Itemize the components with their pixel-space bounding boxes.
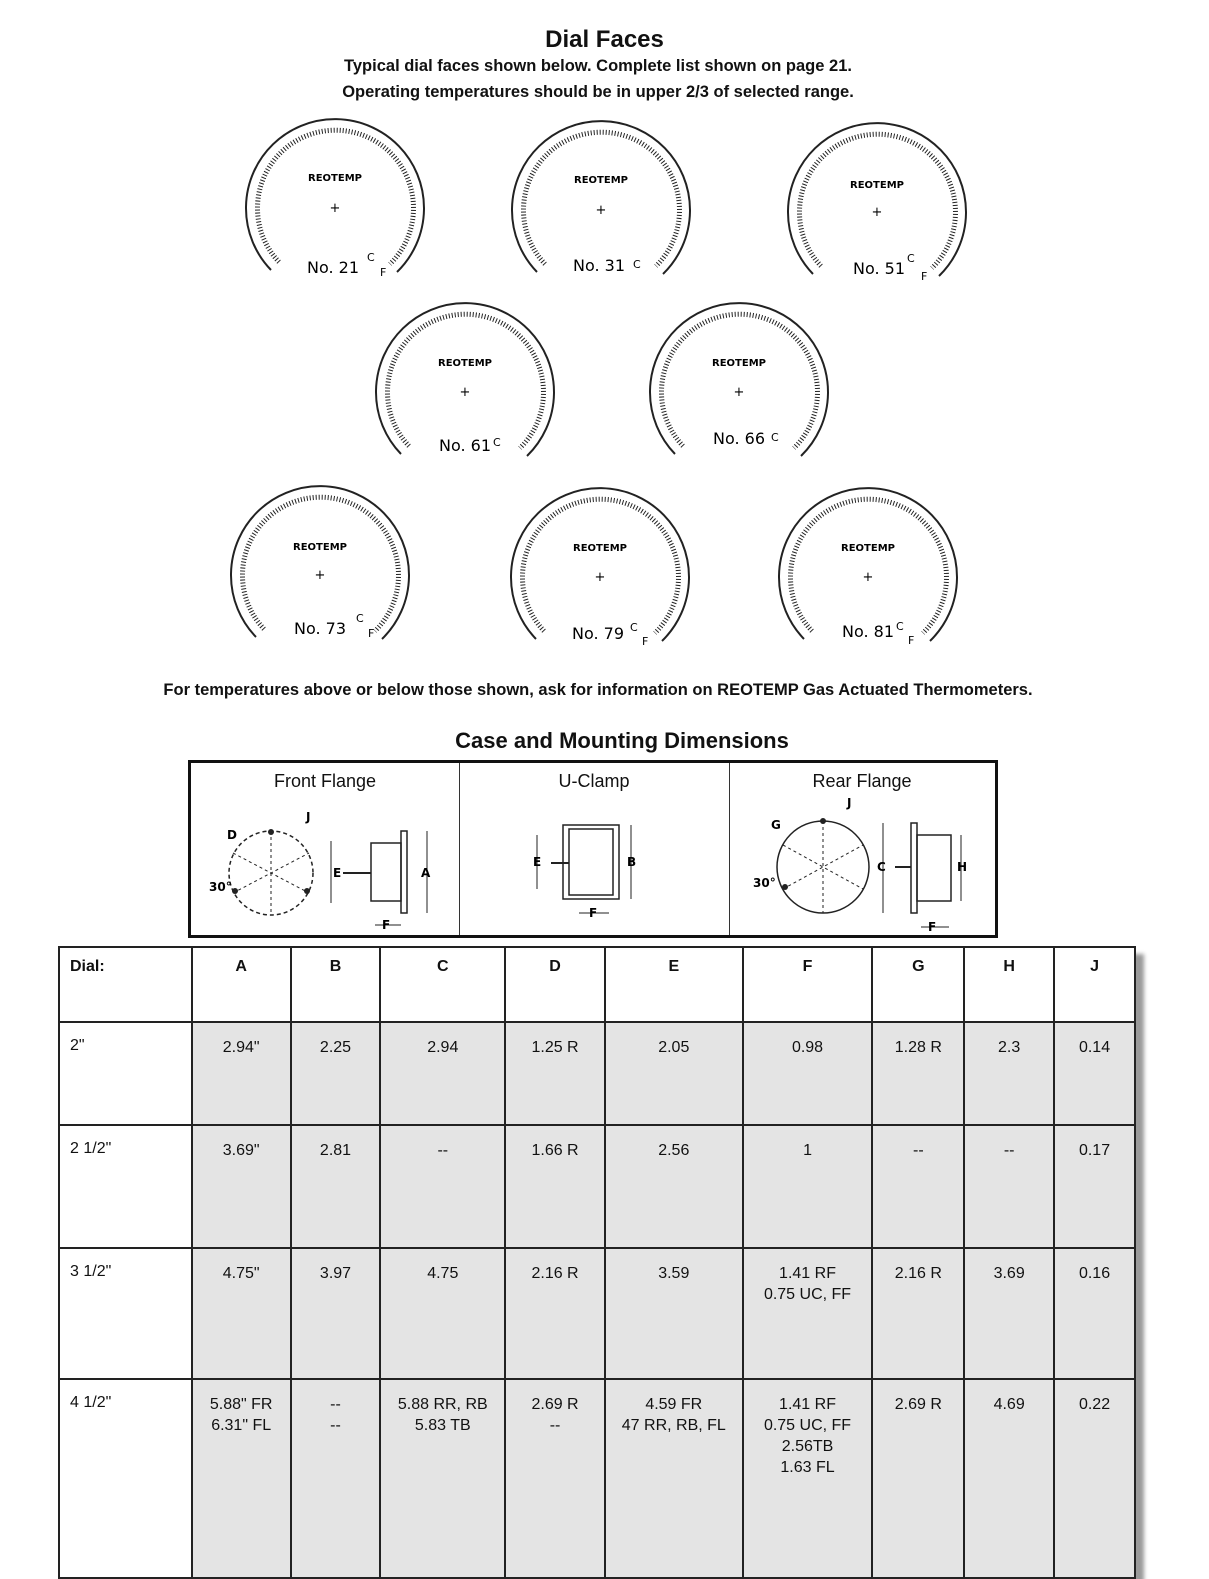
dial-brand: REOTEMP xyxy=(841,543,895,554)
svg-text:+: + xyxy=(733,385,745,400)
cell-line: 3.69 xyxy=(993,1265,1025,1283)
svg-text:F: F xyxy=(928,920,937,934)
svg-text:G: G xyxy=(771,818,781,832)
svg-text:+: + xyxy=(594,570,606,585)
dimension-cell-h xyxy=(964,1379,1054,1579)
gas-thermometer-note: For temperatures above or below those shown, ask for information on REOTEMP Gas Actuated Thermometers. xyxy=(163,681,1033,699)
svg-text:F: F xyxy=(368,627,375,640)
dimension-cell-e xyxy=(605,1022,743,1126)
svg-text:F: F xyxy=(380,266,387,279)
header-cell: H xyxy=(964,947,1054,1022)
dial-face xyxy=(376,303,554,456)
cell-line: 2.69 R xyxy=(894,1395,942,1413)
cell-line: 4.69 xyxy=(993,1395,1025,1413)
table-row xyxy=(59,1022,1135,1126)
svg-text:+: + xyxy=(459,385,471,400)
cell-line: -- xyxy=(330,1395,341,1413)
dimension-cell-d xyxy=(505,1022,605,1126)
dimension-cell-f xyxy=(743,1125,873,1248)
dial-brand: REOTEMP xyxy=(712,358,766,369)
cell-line: 0.16 xyxy=(1078,1265,1111,1283)
dimension-cell-h xyxy=(964,1125,1054,1248)
cell-line: 1 xyxy=(803,1142,812,1160)
dimension-cell-c xyxy=(380,1125,505,1248)
svg-text:C: C xyxy=(877,860,886,874)
dial-label: No. 79 xyxy=(572,624,625,643)
cell-line: 2.56 xyxy=(658,1142,690,1160)
dimension-cell-a xyxy=(192,1125,291,1248)
cell-line: 0.14 xyxy=(1078,1038,1111,1056)
dimension-cell-a xyxy=(192,1248,291,1378)
dial-face xyxy=(511,488,689,648)
dial-face xyxy=(246,119,424,279)
svg-text:C: C xyxy=(356,612,364,625)
dimension-cell-f xyxy=(743,1022,873,1126)
header-cell: E xyxy=(605,947,743,1022)
cell-line: -- xyxy=(1003,1142,1015,1160)
cell-line: 5.83 TB xyxy=(414,1416,471,1434)
cell-line: 5.88 RR, RB xyxy=(397,1395,488,1413)
cell-line: 6.31" FL xyxy=(211,1416,272,1434)
dimension-cell-e xyxy=(605,1248,743,1378)
cell-line: 5.88" FR xyxy=(209,1395,273,1413)
svg-text:F: F xyxy=(642,635,649,648)
cell-line: 1.66 R xyxy=(531,1142,579,1160)
dimension-cell-j xyxy=(1054,1125,1135,1248)
svg-text:+: + xyxy=(595,203,607,218)
dial-label: No. 51 xyxy=(853,259,906,278)
dial-size-cell: 3 1/2" xyxy=(59,1248,192,1378)
cell-line: 1.25 R xyxy=(531,1038,579,1056)
table-row xyxy=(59,1248,1135,1378)
dimension-cell-b xyxy=(291,1248,381,1378)
dimension-cell-b xyxy=(291,1125,381,1248)
dimension-cell-j xyxy=(1054,1022,1135,1126)
dimension-cell-h xyxy=(964,1248,1054,1378)
dial-brand: REOTEMP xyxy=(573,543,627,554)
dimension-cell-b xyxy=(291,1379,381,1579)
svg-text:+: + xyxy=(314,568,326,583)
dial-size-cell: 2" xyxy=(59,1022,192,1126)
svg-text:A: A xyxy=(421,866,431,880)
dimension-cell-c xyxy=(380,1379,505,1579)
cell-line: 0.98 xyxy=(791,1038,824,1056)
dimension-cell-c xyxy=(380,1022,505,1126)
svg-text:D: D xyxy=(227,828,237,842)
svg-text:C: C xyxy=(630,621,638,634)
svg-text:F: F xyxy=(921,270,928,283)
u-clamp-panel xyxy=(459,763,730,935)
subtitle-list-note: Typical dial faces shown below. Complete list shown on page 21. xyxy=(344,57,852,75)
svg-text:C: C xyxy=(907,252,915,265)
header-cell: Dial: xyxy=(59,947,192,1022)
cell-line: 1.41 RF xyxy=(779,1265,836,1283)
dial-face xyxy=(650,303,828,456)
svg-text:30°: 30° xyxy=(209,880,232,894)
cell-line: 0.17 xyxy=(1078,1142,1111,1160)
cell-line: 2.16 R xyxy=(531,1265,579,1283)
svg-text:C: C xyxy=(493,436,501,449)
cell-line: 2.05 xyxy=(658,1038,690,1056)
dimension-cell-d xyxy=(505,1125,605,1248)
dial-faces-figure xyxy=(0,110,1209,670)
header-cell: C xyxy=(380,947,505,1022)
cell-line: 2.16 R xyxy=(894,1265,942,1283)
dial-face xyxy=(788,123,966,283)
page-title: Dial Faces xyxy=(545,26,664,53)
cell-line: 1.63 FL xyxy=(780,1458,835,1476)
cell-line: -- xyxy=(549,1416,561,1434)
dimension-cell-g xyxy=(872,1248,964,1378)
dial-brand: REOTEMP xyxy=(293,542,347,553)
dial-brand: REOTEMP xyxy=(308,173,362,184)
panel-title: Rear Flange xyxy=(812,771,912,791)
dimension-cell-g xyxy=(872,1379,964,1579)
dial-face xyxy=(231,486,409,640)
cell-line: 2.94" xyxy=(222,1038,260,1056)
dimension-cell-f xyxy=(743,1248,873,1378)
cell-line: 4.59 FR xyxy=(645,1395,703,1413)
cell-line: 0.75 UC, FF xyxy=(763,1416,852,1434)
svg-text:C: C xyxy=(633,258,641,271)
svg-text:C: C xyxy=(367,251,375,264)
cell-line: 2.81 xyxy=(319,1142,352,1160)
svg-text:J: J xyxy=(306,810,311,824)
dial-label: No. 73 xyxy=(294,619,347,638)
dimensions-table xyxy=(58,946,1136,1579)
mounting-diagrams xyxy=(188,760,998,938)
cell-line: 3.59 xyxy=(658,1265,690,1283)
dimensions-title: Case and Mounting Dimensions xyxy=(455,728,789,753)
cell-line: 3.97 xyxy=(319,1265,352,1283)
cell-line: 0.75 UC, FF xyxy=(763,1286,852,1304)
panel-title: Front Flange xyxy=(273,771,377,791)
cell-line: 1.28 R xyxy=(894,1038,942,1056)
dial-label: No. 61 xyxy=(439,436,492,455)
cell-line: 2.25 xyxy=(319,1038,352,1056)
cell-line: -- xyxy=(437,1142,449,1160)
dimension-cell-g xyxy=(872,1125,964,1248)
dial-label: No. 81 xyxy=(842,622,895,641)
header-cell: G xyxy=(872,947,964,1022)
cell-line: 0.22 xyxy=(1078,1395,1111,1413)
cell-line: 1.41 RF xyxy=(779,1395,836,1413)
svg-text:+: + xyxy=(329,201,341,216)
dimension-cell-c xyxy=(380,1248,505,1378)
front-flange-panel xyxy=(191,763,460,935)
cell-line: -- xyxy=(912,1142,924,1160)
svg-text:+: + xyxy=(862,570,874,585)
cell-line: 2.94 xyxy=(427,1038,459,1056)
dial-brand: REOTEMP xyxy=(574,175,628,186)
svg-text:J: J xyxy=(847,796,852,810)
cell-line: 4.75 xyxy=(427,1265,459,1283)
header-cell: D xyxy=(505,947,605,1022)
dimension-cell-g xyxy=(872,1022,964,1126)
header-cell: B xyxy=(291,947,381,1022)
table-row xyxy=(59,1379,1135,1579)
dial-face xyxy=(779,488,957,647)
cell-line: 47 RR, RB, FL xyxy=(621,1416,726,1434)
svg-text:B: B xyxy=(627,855,637,869)
cell-line: 2.3 xyxy=(998,1038,1021,1056)
svg-text:F: F xyxy=(382,918,391,932)
dimension-cell-f xyxy=(743,1379,873,1579)
dial-size-cell: 2 1/2" xyxy=(59,1125,192,1248)
svg-text:F: F xyxy=(589,906,598,920)
dimension-cell-b xyxy=(291,1022,381,1126)
cell-line: 2.56TB xyxy=(781,1437,834,1455)
svg-text:F: F xyxy=(908,634,915,647)
cell-line: 4.75" xyxy=(222,1265,260,1283)
svg-text:C: C xyxy=(771,431,779,444)
table-header-row xyxy=(59,947,1135,1022)
dial-label: No. 31 xyxy=(573,256,626,275)
svg-text:C: C xyxy=(896,620,904,633)
dial-brand: REOTEMP xyxy=(850,180,904,191)
dial-label: No. 66 xyxy=(713,429,766,448)
svg-text:30°: 30° xyxy=(753,876,776,890)
svg-text:H: H xyxy=(957,860,968,874)
dial-face xyxy=(512,121,690,275)
svg-text:E: E xyxy=(533,855,542,869)
header-cell: J xyxy=(1054,947,1135,1022)
svg-text:+: + xyxy=(871,205,883,220)
dial-brand: REOTEMP xyxy=(438,358,492,369)
cell-line: 3.69" xyxy=(222,1142,260,1160)
dial-size-cell: 4 1/2" xyxy=(59,1379,192,1579)
dimension-cell-a xyxy=(192,1379,291,1579)
dimension-cell-j xyxy=(1054,1248,1135,1378)
panel-title: U-Clamp xyxy=(558,771,630,791)
subtitle-range-note: Operating temperatures should be in upper 2/3 of selected range. xyxy=(342,83,854,101)
header-cell: A xyxy=(192,947,291,1022)
header-cell: F xyxy=(743,947,873,1022)
dimension-cell-d xyxy=(505,1379,605,1579)
dimension-cell-j xyxy=(1054,1379,1135,1579)
dimension-cell-e xyxy=(605,1125,743,1248)
dimension-cell-e xyxy=(605,1379,743,1579)
dimension-cell-a xyxy=(192,1022,291,1126)
cell-line: 2.69 R xyxy=(531,1395,579,1413)
svg-text:E: E xyxy=(333,866,342,880)
dimension-cell-h xyxy=(964,1022,1054,1126)
dimension-cell-d xyxy=(505,1248,605,1378)
dial-label: No. 21 xyxy=(307,258,360,277)
rear-flange-panel xyxy=(729,763,995,935)
table-row xyxy=(59,1125,1135,1248)
cell-line: -- xyxy=(330,1416,341,1434)
